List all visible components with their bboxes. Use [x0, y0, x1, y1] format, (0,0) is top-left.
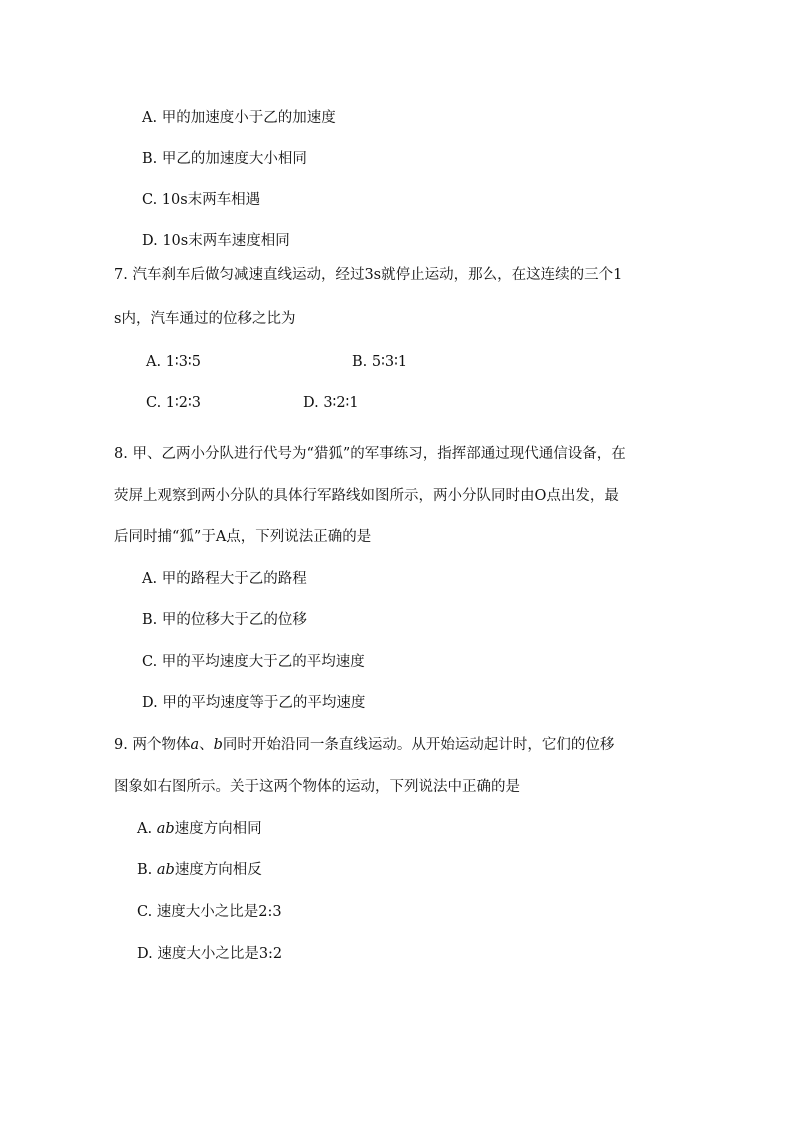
- q8-option-c: C. 甲的平均速度大于乙的平均速度: [142, 654, 365, 670]
- q7-option-d: D. 3∶2∶1: [303, 395, 359, 411]
- q9-option-b-var: ab: [156, 862, 175, 878]
- q9-stem-prefix: 9. 两个物体: [114, 737, 191, 753]
- q7-stem-line-1: 7. 汽车刹车后做匀减速直线运动，经过3s就停止运动，那么，在这连续的三个1: [114, 267, 623, 283]
- q6-option-c: C. 10s末两车相遇: [142, 192, 261, 208]
- q8-option-d: D. 甲的平均速度等于乙的平均速度: [142, 695, 366, 711]
- q8-option-a: A. 甲的路程大于乙的路程: [142, 571, 307, 587]
- q9-option-a-text: 速度方向相同: [174, 821, 262, 837]
- q6-option-b: B. 甲乙的加速度大小相同: [142, 151, 307, 167]
- q9-stem-line-2: 图象如右图所示。关于这两个物体的运动，下列说法中正确的是: [114, 779, 520, 795]
- q9-option-b: [137, 860, 262, 880]
- q7-option-c: C. 1∶2∶3: [146, 395, 202, 411]
- q9-option-a-label: A.: [137, 821, 157, 837]
- q9-var-b: b: [213, 737, 223, 753]
- q9-separator: 、: [199, 737, 214, 753]
- q9-option-d: D. 速度大小之比是3:2: [137, 946, 283, 962]
- q7-option-b: B. 5∶3∶1: [352, 354, 408, 370]
- q9-option-c: C. 速度大小之比是2:3: [137, 904, 282, 920]
- q9-option-b-text: 速度方向相反: [174, 862, 262, 878]
- q9-stem-suffix: 同时开始沿同一条直线运动。从开始运动起计时，它们的位移: [222, 737, 615, 753]
- q8-stem-line-3: 后同时捕“狐”于A点，下列说法正确的是: [114, 529, 372, 545]
- q7-stem-line-2: s内，汽车通过的位移之比为: [114, 311, 296, 327]
- q9-option-a-var: ab: [156, 821, 175, 837]
- q7-option-a: A. 1∶3∶5: [146, 354, 201, 370]
- q9-var-a: a: [190, 737, 200, 753]
- q8-stem-line-1: 8. 甲、乙两小分队进行代号为“猎狐”的军事练习，指挥部通过现代通信设备，在: [114, 446, 626, 462]
- q8-stem-line-2: 荧屏上观察到两小分队的具体行军路线如图所示，两小分队同时由O点出发，最: [114, 488, 619, 504]
- q9-option-a: [137, 819, 262, 839]
- q6-option-d: D. 10s末两车速度相同: [142, 233, 290, 249]
- q8-option-b: B. 甲的位移大于乙的位移: [142, 612, 307, 628]
- q6-option-a: A. 甲的加速度小于乙的加速度: [142, 110, 336, 126]
- q9-stem-line-1: [114, 735, 614, 755]
- q9-option-b-label: B.: [137, 862, 157, 878]
